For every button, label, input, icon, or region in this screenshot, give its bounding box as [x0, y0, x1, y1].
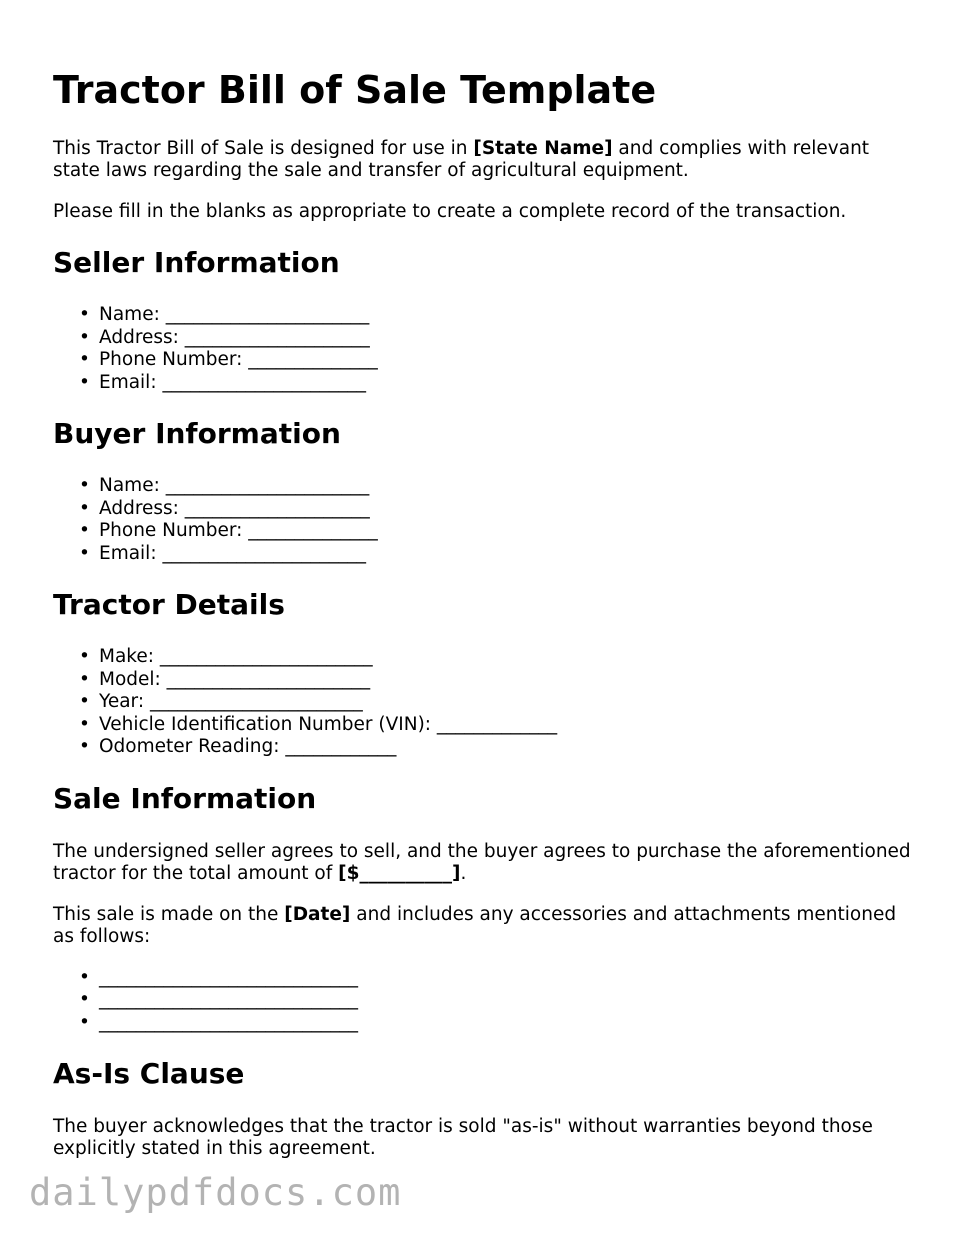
seller-name-field[interactable]	[79, 304, 913, 327]
sale-heading: Sale Information	[53, 781, 317, 815]
buyer-address-label: Address: ____________________	[99, 497, 370, 519]
bullet-icon: •	[79, 326, 90, 348]
intro-text-after: and complies with relevant state laws regarding the sale and transfer of agricultural equipment.	[53, 138, 870, 181]
accessories-list	[53, 967, 913, 1035]
bullet-icon: •	[79, 520, 90, 541]
document-title: Tractor Bill of Sale Template	[53, 68, 657, 112]
bullet-icon: •	[79, 497, 90, 519]
tractor-year-label: Year: _______________________	[99, 691, 363, 712]
sale-amount-text-before: The undersigned seller agrees to sell, and the buyer agrees to purchase the aforementioned tractor for the total amount of	[53, 840, 911, 884]
bullet-icon: •	[79, 371, 90, 393]
sale-date-text-before: This sale is made on the	[53, 903, 285, 925]
sale-date-text-after: and includes any accessories and attachments mentioned as follows:	[53, 903, 897, 947]
seller-phone-label: Phone Number: ______________	[99, 349, 378, 370]
buyer-address-field[interactable]	[79, 497, 913, 521]
buyer-name-label: Name: ______________________	[99, 475, 370, 496]
seller-phone-field[interactable]	[79, 349, 913, 372]
tractor-model-field[interactable]	[79, 668, 913, 692]
bullet-icon: •	[79, 736, 90, 757]
seller-heading: Seller Information	[53, 246, 340, 279]
buyer-field-list	[53, 475, 913, 565]
tractor-field-list	[53, 646, 913, 759]
bullet-icon: •	[79, 668, 90, 690]
sale-amount-text-after: .	[460, 862, 467, 884]
seller-address-label: Address: ____________________	[99, 326, 370, 348]
tractor-model-label: Model: ______________________	[99, 668, 371, 690]
seller-field-list	[53, 304, 913, 394]
buyer-email-label: Email: ______________________	[99, 542, 366, 564]
state-name-placeholder: [State Name]	[473, 138, 613, 159]
tractor-odometer-label: Odometer Reading: ____________	[99, 736, 397, 757]
bullet-icon: •	[79, 349, 90, 370]
bullet-icon: •	[79, 989, 90, 1010]
bullet-icon: •	[79, 691, 90, 712]
sale-date-placeholder[interactable]: [Date]	[284, 903, 351, 925]
bullet-icon: •	[79, 475, 90, 496]
seller-email-field[interactable]	[79, 371, 913, 395]
tractor-make-label: Make: _______________________	[99, 646, 373, 667]
seller-name-label: Name: ______________________	[99, 304, 370, 325]
sale-amount-placeholder[interactable]: [$__________]	[338, 862, 461, 884]
intro-paragraph	[53, 138, 913, 182]
bullet-icon: •	[79, 966, 90, 988]
tractor-odometer-field[interactable]	[79, 736, 913, 759]
bullet-icon: •	[79, 1011, 90, 1033]
accessory-line: ____________________________	[99, 966, 358, 988]
as-is-paragraph: The buyer acknowledges that the tractor is sold "as-is" without warranties beyond those explicitly stated in this agreement.	[53, 1116, 873, 1159]
watermark-text: dailypdfdocs.com	[29, 1171, 402, 1214]
tractor-vin-field[interactable]	[79, 713, 913, 737]
seller-address-field[interactable]	[79, 326, 913, 350]
accessory-blank-1[interactable]	[79, 966, 913, 990]
fill-note-paragraph: Please fill in the blanks as appropriate to create a complete record of the transaction.	[53, 201, 847, 222]
tractor-heading: Tractor Details	[53, 588, 285, 621]
buyer-heading: Buyer Information	[53, 417, 341, 450]
buyer-email-field[interactable]	[79, 542, 913, 566]
tractor-year-field[interactable]	[79, 691, 913, 714]
accessory-line: ____________________________	[99, 1011, 358, 1033]
accessory-line: ____________________________	[99, 989, 358, 1010]
bullet-icon: •	[79, 713, 90, 735]
buyer-phone-field[interactable]	[79, 520, 913, 543]
tractor-make-field[interactable]	[79, 646, 913, 669]
tractor-vin-label: Vehicle Identification Number (VIN): _____________	[99, 713, 558, 735]
buyer-phone-label: Phone Number: ______________	[99, 520, 378, 541]
document-page	[53, 0, 913, 1160]
accessory-blank-3[interactable]	[79, 1011, 913, 1035]
bullet-icon: •	[79, 542, 90, 564]
accessory-blank-2[interactable]	[79, 989, 913, 1012]
seller-email-label: Email: ______________________	[99, 371, 366, 393]
as-is-heading: As-Is Clause	[53, 1057, 245, 1090]
sale-date-paragraph	[53, 904, 913, 948]
buyer-name-field[interactable]	[79, 475, 913, 498]
bullet-icon: •	[79, 304, 90, 325]
intro-text-before: This Tractor Bill of Sale is designed for use in	[53, 138, 474, 159]
sale-amount-paragraph	[53, 841, 913, 885]
bullet-icon: •	[79, 646, 90, 667]
